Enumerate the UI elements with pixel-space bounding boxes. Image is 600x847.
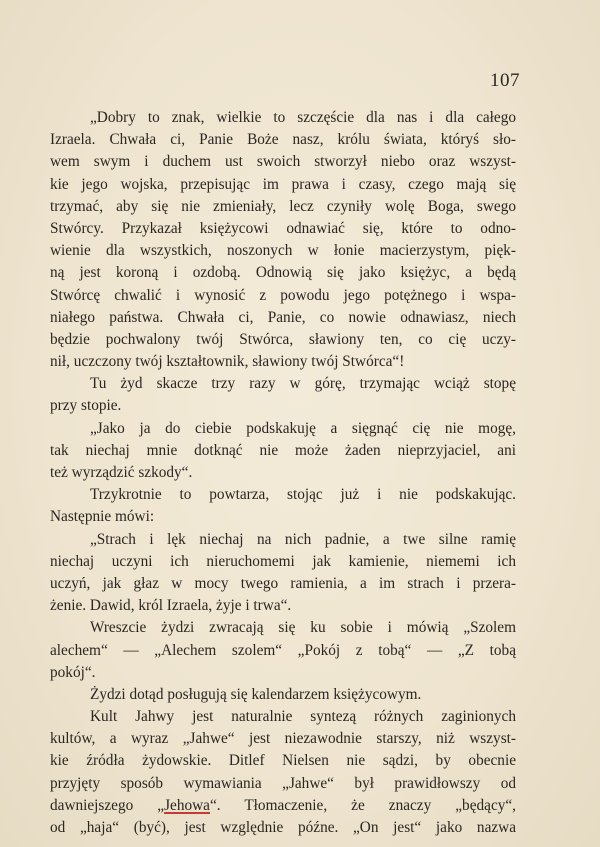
text-line: kie źródła żydowskie. Ditlef Nielsen nie sądzi, by obecnie: [50, 752, 516, 770]
text-line: „Strach i lęk niechaj na nich padnie, a twe silne ramię: [90, 530, 516, 548]
text-line: od „haja“ (być), jest względnie późne. „On jest“ jako nazwa: [50, 819, 516, 836]
text-line: Trzykrotnie to powtarza, stojąc już i nie podskakując.: [90, 486, 516, 504]
text-line: pokój“.: [50, 663, 96, 681]
text-line: wem swym i duchem ust swoich stworzył niebo oraz wszyst-: [50, 153, 516, 171]
text-line: przy stopie.: [50, 397, 122, 415]
text-line: wienie dla wszystkich, noszonych w łonie macierzystym, pięk-: [50, 242, 516, 260]
text-line: Stwórcy. Przykazał księżycowi odnawiać się, które to odno-: [50, 219, 516, 237]
text-line: będzie pochwalony twój Stwórca, sławiony ten, co cię uczy-: [50, 330, 516, 348]
text-line: ną jest koroną i ozdobą. Odnowią się jako księżyc, a będą: [50, 264, 516, 282]
text-line: „Dobry to znak, wielkie to szczęście dla nas i dla całego: [90, 109, 516, 126]
underlined-word: Jehowa: [164, 796, 210, 814]
text-line: uczyń, jak głaz w mocy twego ramienia, a im strach i przera-: [50, 574, 516, 592]
text-line: tak niechaj mnie dotknąć nie może żaden nieprzyjaciel, ani: [50, 441, 516, 459]
text-line: trzymać, aby się nie zmieniały, lecz czyniły wolę Boga, swego: [50, 197, 516, 215]
text-line: Tu żyd skacze trzy razy w górę, trzymając wciąż stopę: [90, 375, 516, 393]
text-line: niechaj uczyni ich nieruchomemi jak kamienie, niememi ich: [50, 552, 516, 570]
text-line: żenie. Dawid, król Izraela, żyje i trwa“.: [50, 597, 292, 615]
text-line: kultów, a wyraz „Jahwe“ jest niezawodnie starszy, niż wszyst-: [50, 730, 516, 748]
body-text: [50, 107, 516, 839]
text-line: też wyrządzić szkody“.: [50, 464, 193, 481]
text-line: Następnie mówi:: [50, 508, 155, 526]
text-line: alechem“ — „Alechem szolem“ „Pokój z tobą“ — „Z tobą: [50, 641, 516, 659]
text-line: nił, uczczony twój kształtownik, sławiony twój Stwórca“!: [50, 353, 405, 371]
text-line: Izraela. Chwała ci, Panie Boże nasz, królu świata, któryś sło-: [50, 131, 516, 149]
text-line: Kult Jahwy jest naturalnie syntezą różnych zaginionych: [90, 708, 516, 726]
text-line: przyjęty sposób wymawiania „Jahwe“ był prawidłowszy od: [50, 774, 516, 792]
text-line: dawniejszego „Jehowa“. Tłomaczenie, że znaczy „będący“,: [50, 796, 516, 814]
text-line: niałego państwa. Chwała ci, Panie, co nowie odnawiasz, niech: [50, 308, 516, 326]
page-number: 107: [490, 70, 520, 91]
text-line: kie jego wojska, przepisując im prawa i czasy, czego mają się: [50, 175, 516, 193]
text-line: Wreszcie żydzi zwracają się ku sobie i mówią „Szolem: [90, 619, 516, 637]
text-line: Stwórcę chwalić i wynosić z powodu jego potężnego i wspa-: [50, 286, 516, 304]
text-line: Żydzi dotąd posługują się kalendarzem księżycowym.: [90, 685, 422, 703]
text-line: „Jako ja do ciebie podskakuję a sięgnąć cię nie mogę,: [90, 419, 516, 437]
